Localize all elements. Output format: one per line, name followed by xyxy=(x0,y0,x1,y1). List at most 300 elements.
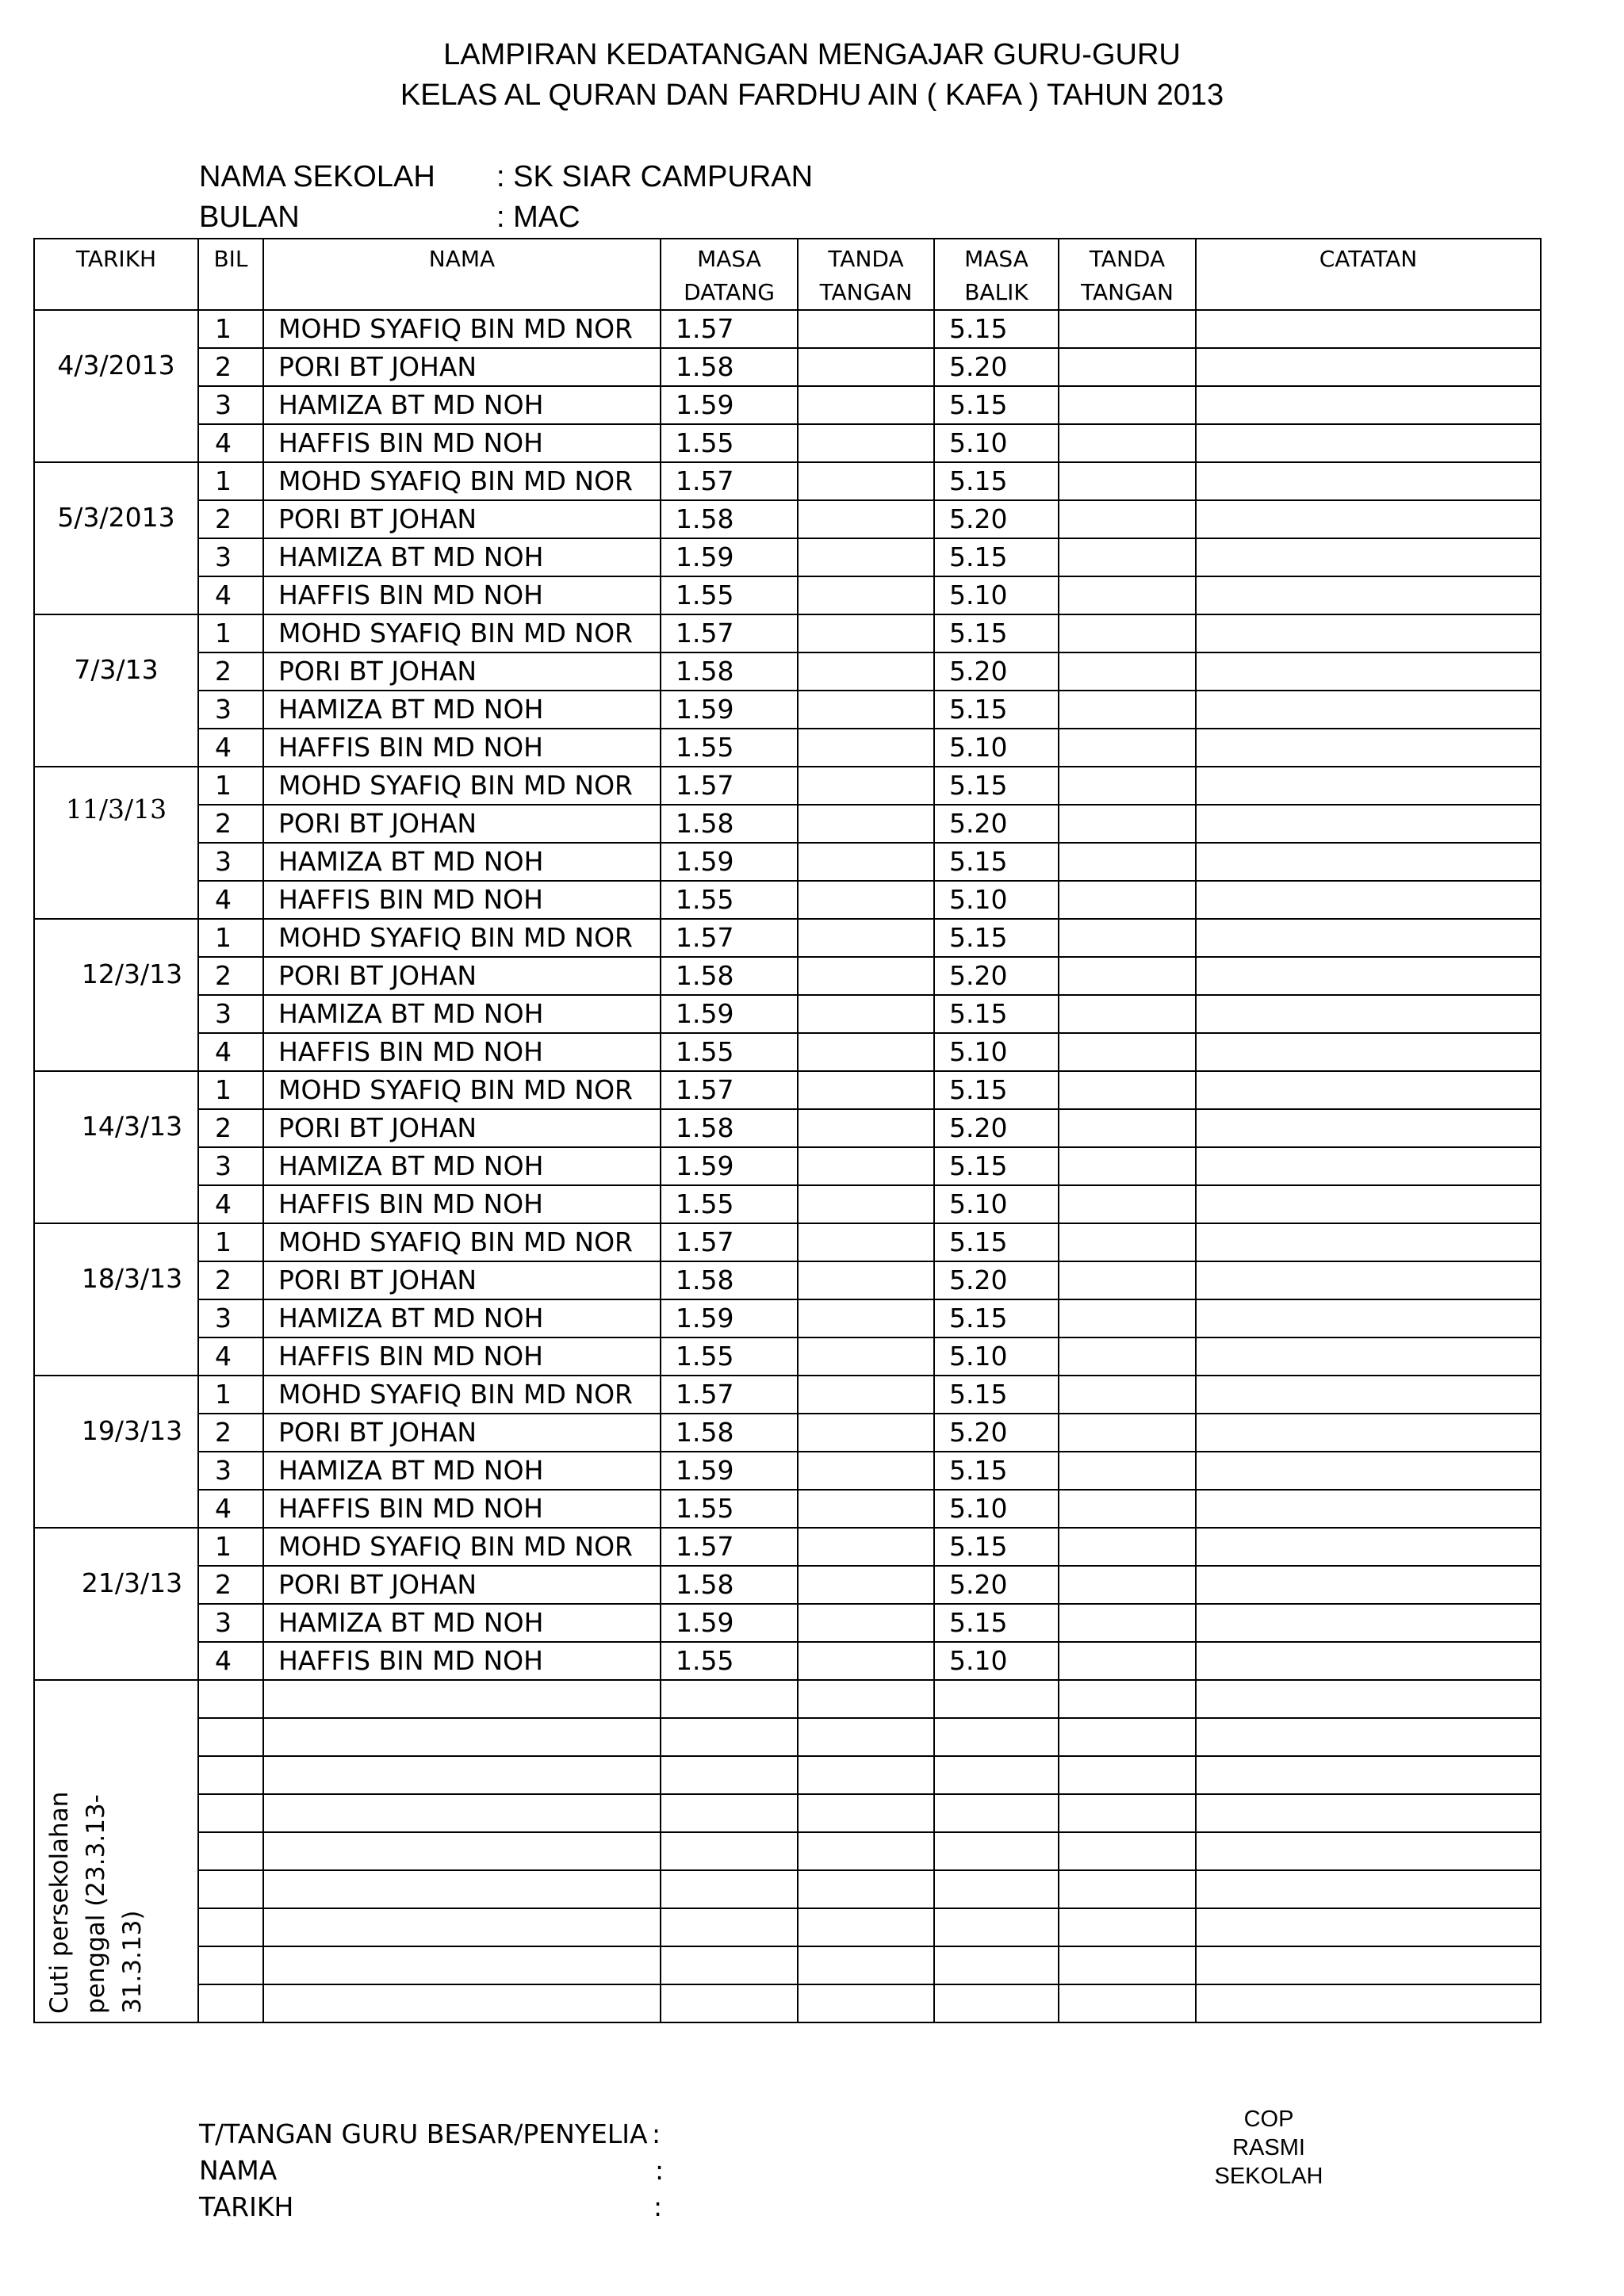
header-line: MASA xyxy=(697,246,761,272)
departure-time-cell: 5.15 xyxy=(934,1147,1059,1185)
name-cell: HAFFIS BIN MD NOH xyxy=(263,1033,661,1071)
table-row xyxy=(34,1414,1541,1452)
bil-cell: 4 xyxy=(198,1490,263,1528)
remarks-cell xyxy=(1196,348,1541,386)
departure-time-cell: 5.20 xyxy=(934,348,1059,386)
empty-cell xyxy=(661,1718,798,1756)
departure-time-cell: 5.20 xyxy=(934,500,1059,538)
departure-signature-cell xyxy=(1059,881,1196,919)
empty-cell xyxy=(198,1794,263,1832)
empty-cell xyxy=(1059,1870,1196,1908)
date-cell: 11/3/13 xyxy=(34,767,198,919)
arrival-time-cell: 1.58 xyxy=(661,1414,798,1452)
empty-cell xyxy=(798,1908,934,1946)
departure-signature-cell xyxy=(1059,1414,1196,1452)
name-colon: : xyxy=(655,2155,665,2186)
header-line: MASA xyxy=(964,246,1028,272)
departure-time-cell: 5.15 xyxy=(934,386,1059,424)
name-label: NAMA xyxy=(199,2155,278,2186)
remarks-cell xyxy=(1196,1071,1541,1109)
bil-cell: 1 xyxy=(198,919,263,957)
table-row xyxy=(34,538,1541,576)
arrival-signature-cell xyxy=(798,729,934,767)
departure-time-cell: 5.10 xyxy=(934,1033,1059,1071)
departure-signature-cell xyxy=(1059,500,1196,538)
bil-cell: 2 xyxy=(198,1414,263,1452)
empty-cell xyxy=(934,1794,1059,1832)
table-row xyxy=(34,1566,1541,1604)
header-line: TANGAN xyxy=(1081,279,1174,305)
departure-signature-cell xyxy=(1059,1337,1196,1376)
remarks-cell xyxy=(1196,1337,1541,1376)
table-row xyxy=(34,1299,1541,1337)
remarks-cell xyxy=(1196,1376,1541,1414)
name-cell: MOHD SYAFIQ BIN MD NOR xyxy=(263,1223,661,1261)
empty-cell xyxy=(1196,1718,1541,1756)
name-cell: PORI BT JOHAN xyxy=(263,500,661,538)
departure-signature-cell xyxy=(1059,1376,1196,1414)
col-header-tarikh: TARIKH xyxy=(34,239,198,310)
header-line: TANDA xyxy=(1089,246,1166,272)
empty-cell xyxy=(798,1832,934,1870)
table-row xyxy=(34,1109,1541,1147)
table-row xyxy=(34,1604,1541,1642)
departure-signature-cell xyxy=(1059,614,1196,652)
name-cell: HAMIZA BT MD NOH xyxy=(263,843,661,881)
table-row xyxy=(34,348,1541,386)
arrival-time-cell: 1.59 xyxy=(661,1452,798,1490)
empty-cell xyxy=(934,1756,1059,1794)
table-row xyxy=(34,310,1541,348)
bil-cell: 3 xyxy=(198,1147,263,1185)
name-cell: PORI BT JOHAN xyxy=(263,1414,661,1452)
arrival-time-cell: 1.57 xyxy=(661,462,798,500)
departure-signature-cell xyxy=(1059,462,1196,500)
remarks-cell xyxy=(1196,919,1541,957)
departure-time-cell: 5.15 xyxy=(934,919,1059,957)
attendance-table xyxy=(33,238,1542,2023)
departure-time-cell: 5.10 xyxy=(934,576,1059,614)
arrival-signature-cell xyxy=(798,1261,934,1299)
empty-row xyxy=(34,1718,1541,1756)
empty-cell xyxy=(1196,1870,1541,1908)
arrival-signature-cell xyxy=(798,1452,934,1490)
remarks-cell xyxy=(1196,310,1541,348)
arrival-signature-cell xyxy=(798,424,934,462)
empty-cell xyxy=(661,1680,798,1718)
name-cell: MOHD SYAFIQ BIN MD NOR xyxy=(263,614,661,652)
school-label: NAMA SEKOLAH xyxy=(199,160,435,193)
empty-cell xyxy=(661,1984,798,2022)
arrival-signature-cell xyxy=(798,1490,934,1528)
bil-cell: 1 xyxy=(198,1528,263,1566)
arrival-signature-cell xyxy=(798,1642,934,1680)
departure-signature-cell xyxy=(1059,957,1196,995)
table-row xyxy=(34,843,1541,881)
arrival-signature-cell xyxy=(798,386,934,424)
arrival-time-cell: 1.58 xyxy=(661,652,798,691)
departure-time-cell: 5.10 xyxy=(934,1337,1059,1376)
departure-signature-cell xyxy=(1059,1261,1196,1299)
empty-cell xyxy=(1196,1756,1541,1794)
arrival-time-cell: 1.58 xyxy=(661,500,798,538)
remarks-cell xyxy=(1196,538,1541,576)
departure-signature-cell xyxy=(1059,1299,1196,1337)
name-cell: HAFFIS BIN MD NOH xyxy=(263,424,661,462)
name-cell: HAFFIS BIN MD NOH xyxy=(263,729,661,767)
table-row xyxy=(34,1071,1541,1109)
empty-cell xyxy=(661,1794,798,1832)
bil-cell: 4 xyxy=(198,1642,263,1680)
signature-colon: : xyxy=(652,2118,661,2149)
departure-time-cell: 5.10 xyxy=(934,881,1059,919)
name-cell: HAMIZA BT MD NOH xyxy=(263,1452,661,1490)
arrival-signature-cell xyxy=(798,995,934,1033)
arrival-time-cell: 1.55 xyxy=(661,881,798,919)
remarks-cell xyxy=(1196,462,1541,500)
bil-cell: 4 xyxy=(198,424,263,462)
bil-cell: 3 xyxy=(198,1452,263,1490)
bil-cell: 3 xyxy=(198,995,263,1033)
bil-cell: 2 xyxy=(198,805,263,843)
bil-cell: 2 xyxy=(198,1261,263,1299)
bil-cell: 2 xyxy=(198,957,263,995)
name-cell: MOHD SYAFIQ BIN MD NOR xyxy=(263,1528,661,1566)
empty-cell xyxy=(198,1984,263,2022)
departure-signature-cell xyxy=(1059,652,1196,691)
arrival-time-cell: 1.58 xyxy=(661,1566,798,1604)
table-row xyxy=(34,729,1541,767)
arrival-signature-cell xyxy=(798,1337,934,1376)
name-cell: MOHD SYAFIQ BIN MD NOR xyxy=(263,1071,661,1109)
remarks-cell xyxy=(1196,767,1541,805)
table-row xyxy=(34,576,1541,614)
name-cell: HAFFIS BIN MD NOH xyxy=(263,1490,661,1528)
remarks-cell xyxy=(1196,1490,1541,1528)
arrival-time-cell: 1.59 xyxy=(661,1147,798,1185)
departure-signature-cell xyxy=(1059,1147,1196,1185)
header-line: TANGAN xyxy=(819,279,913,305)
departure-signature-cell xyxy=(1059,1185,1196,1223)
departure-time-cell: 5.15 xyxy=(934,1604,1059,1642)
stamp-line: SEKOLAH xyxy=(1214,2164,1323,2189)
remarks-cell xyxy=(1196,729,1541,767)
departure-signature-cell xyxy=(1059,1071,1196,1109)
name-cell: MOHD SYAFIQ BIN MD NOR xyxy=(263,767,661,805)
arrival-signature-cell xyxy=(798,310,934,348)
remarks-cell xyxy=(1196,1185,1541,1223)
departure-time-cell: 5.10 xyxy=(934,1185,1059,1223)
remarks-cell xyxy=(1196,1261,1541,1299)
bil-cell: 1 xyxy=(198,1376,263,1414)
departure-time-cell: 5.20 xyxy=(934,1566,1059,1604)
departure-time-cell: 5.10 xyxy=(934,729,1059,767)
departure-time-cell: 5.20 xyxy=(934,652,1059,691)
arrival-time-cell: 1.59 xyxy=(661,1604,798,1642)
arrival-signature-cell xyxy=(798,1147,934,1185)
bil-cell: 3 xyxy=(198,691,263,729)
empty-cell xyxy=(798,1984,934,2022)
arrival-time-cell: 1.57 xyxy=(661,1528,798,1566)
col-header-catatan: CATATAN xyxy=(1196,239,1541,310)
arrival-signature-cell xyxy=(798,691,934,729)
table-row xyxy=(34,1185,1541,1223)
arrival-time-cell: 1.55 xyxy=(661,1185,798,1223)
empty-cell xyxy=(198,1680,263,1718)
arrival-time-cell: 1.57 xyxy=(661,1071,798,1109)
departure-signature-cell xyxy=(1059,919,1196,957)
name-cell: HAFFIS BIN MD NOH xyxy=(263,1185,661,1223)
bil-cell: 2 xyxy=(198,652,263,691)
empty-cell xyxy=(798,1794,934,1832)
departure-signature-cell xyxy=(1059,1109,1196,1147)
bil-cell: 4 xyxy=(198,729,263,767)
departure-signature-cell xyxy=(1059,691,1196,729)
bil-cell: 1 xyxy=(198,1223,263,1261)
date-cell: 5/3/2013 xyxy=(34,462,198,614)
date-colon: : xyxy=(653,2191,663,2222)
table-row xyxy=(34,1642,1541,1680)
departure-time-cell: 5.20 xyxy=(934,1109,1059,1147)
name-cell: MOHD SYAFIQ BIN MD NOR xyxy=(263,1376,661,1414)
date-cell: 19/3/13 xyxy=(34,1376,198,1528)
departure-time-cell: 5.15 xyxy=(934,995,1059,1033)
name-cell: PORI BT JOHAN xyxy=(263,805,661,843)
remarks-cell xyxy=(1196,1528,1541,1566)
remarks-cell xyxy=(1196,805,1541,843)
empty-row xyxy=(34,1680,1541,1718)
empty-cell xyxy=(263,1718,661,1756)
col-header-tanda-tangan-balik xyxy=(1059,239,1196,310)
arrival-time-cell: 1.59 xyxy=(661,1299,798,1337)
empty-row xyxy=(34,1832,1541,1870)
empty-cell xyxy=(1196,1946,1541,1984)
table-row xyxy=(34,424,1541,462)
arrival-time-cell: 1.59 xyxy=(661,691,798,729)
name-cell: HAFFIS BIN MD NOH xyxy=(263,1337,661,1376)
arrival-signature-cell xyxy=(798,1223,934,1261)
bil-cell: 2 xyxy=(198,348,263,386)
arrival-time-cell: 1.59 xyxy=(661,538,798,576)
header-line: BALIK xyxy=(964,279,1028,305)
empty-cell xyxy=(934,1718,1059,1756)
departure-signature-cell xyxy=(1059,767,1196,805)
bil-cell: 2 xyxy=(198,500,263,538)
empty-cell xyxy=(198,1908,263,1946)
bil-cell: 4 xyxy=(198,1337,263,1376)
table-row xyxy=(34,1147,1541,1185)
table-row xyxy=(34,1376,1541,1414)
empty-cell xyxy=(1059,1756,1196,1794)
departure-signature-cell xyxy=(1059,424,1196,462)
departure-time-cell: 5.10 xyxy=(934,424,1059,462)
arrival-time-cell: 1.57 xyxy=(661,614,798,652)
name-cell: HAMIZA BT MD NOH xyxy=(263,538,661,576)
arrival-signature-cell xyxy=(798,919,934,957)
departure-signature-cell xyxy=(1059,843,1196,881)
departure-time-cell: 5.20 xyxy=(934,805,1059,843)
empty-cell xyxy=(1059,1908,1196,1946)
arrival-time-cell: 1.55 xyxy=(661,729,798,767)
arrival-signature-cell xyxy=(798,1299,934,1337)
departure-time-cell: 5.15 xyxy=(934,538,1059,576)
departure-time-cell: 5.15 xyxy=(934,614,1059,652)
arrival-signature-cell xyxy=(798,1109,934,1147)
col-header-nama: NAMA xyxy=(263,239,661,310)
month-label: BULAN xyxy=(199,201,300,234)
departure-time-cell: 5.15 xyxy=(934,767,1059,805)
name-cell: HAFFIS BIN MD NOH xyxy=(263,576,661,614)
arrival-signature-cell xyxy=(798,1071,934,1109)
empty-cell xyxy=(661,1756,798,1794)
table-row xyxy=(34,386,1541,424)
name-cell: HAMIZA BT MD NOH xyxy=(263,1147,661,1185)
stamp-line: COP xyxy=(1243,2107,1294,2132)
empty-row xyxy=(34,1946,1541,1984)
arrival-signature-cell xyxy=(798,767,934,805)
empty-cell xyxy=(263,1946,661,1984)
departure-signature-cell xyxy=(1059,1566,1196,1604)
arrival-signature-cell xyxy=(798,1185,934,1223)
arrival-time-cell: 1.57 xyxy=(661,310,798,348)
stamp-line: RASMI xyxy=(1232,2135,1305,2160)
arrival-signature-cell xyxy=(798,805,934,843)
table-row xyxy=(34,462,1541,500)
name-cell: MOHD SYAFIQ BIN MD NOR xyxy=(263,919,661,957)
date-cell: 18/3/13 xyxy=(34,1223,198,1376)
arrival-signature-cell xyxy=(798,462,934,500)
departure-signature-cell xyxy=(1059,1452,1196,1490)
departure-time-cell: 5.15 xyxy=(934,1299,1059,1337)
bil-cell: 4 xyxy=(198,881,263,919)
table-row xyxy=(34,500,1541,538)
table-row xyxy=(34,995,1541,1033)
departure-time-cell: 5.20 xyxy=(934,1414,1059,1452)
departure-time-cell: 5.15 xyxy=(934,691,1059,729)
empty-cell xyxy=(263,1984,661,2022)
arrival-time-cell: 1.58 xyxy=(661,957,798,995)
document-title: LAMPIRAN KEDATANGAN MENGAJAR GURU-GURU xyxy=(443,38,1181,71)
table-row xyxy=(34,1452,1541,1490)
empty-cell xyxy=(934,1832,1059,1870)
empty-cell xyxy=(661,1946,798,1984)
departure-signature-cell xyxy=(1059,1223,1196,1261)
name-cell: HAMIZA BT MD NOH xyxy=(263,1604,661,1642)
name-cell: HAMIZA BT MD NOH xyxy=(263,1299,661,1337)
remarks-cell xyxy=(1196,500,1541,538)
arrival-time-cell: 1.59 xyxy=(661,995,798,1033)
empty-row xyxy=(34,1908,1541,1946)
empty-cell xyxy=(1059,1946,1196,1984)
name-cell: PORI BT JOHAN xyxy=(263,1566,661,1604)
date-cell: 14/3/13 xyxy=(34,1071,198,1223)
departure-time-cell: 5.10 xyxy=(934,1642,1059,1680)
name-cell: PORI BT JOHAN xyxy=(263,348,661,386)
empty-cell xyxy=(934,1680,1059,1718)
holiday-note-wrapper xyxy=(41,1776,147,2014)
remarks-cell xyxy=(1196,1452,1541,1490)
remarks-cell xyxy=(1196,1642,1541,1680)
name-cell: HAFFIS BIN MD NOH xyxy=(263,1642,661,1680)
remarks-cell xyxy=(1196,1299,1541,1337)
remarks-cell xyxy=(1196,652,1541,691)
empty-cell xyxy=(198,1832,263,1870)
table-row xyxy=(34,1490,1541,1528)
empty-cell xyxy=(198,1946,263,1984)
empty-cell xyxy=(934,1946,1059,1984)
departure-signature-cell xyxy=(1059,1604,1196,1642)
name-cell: PORI BT JOHAN xyxy=(263,1109,661,1147)
departure-time-cell: 5.15 xyxy=(934,1528,1059,1566)
empty-cell xyxy=(198,1718,263,1756)
bil-cell: 3 xyxy=(198,386,263,424)
arrival-signature-cell xyxy=(798,1033,934,1071)
bil-cell: 4 xyxy=(198,1033,263,1071)
empty-cell xyxy=(798,1756,934,1794)
arrival-time-cell: 1.55 xyxy=(661,1642,798,1680)
departure-time-cell: 5.20 xyxy=(934,1261,1059,1299)
arrival-time-cell: 1.58 xyxy=(661,805,798,843)
departure-signature-cell xyxy=(1059,348,1196,386)
arrival-time-cell: 1.59 xyxy=(661,843,798,881)
empty-cell xyxy=(1059,1680,1196,1718)
remarks-cell xyxy=(1196,614,1541,652)
arrival-time-cell: 1.57 xyxy=(661,1376,798,1414)
bil-cell: 3 xyxy=(198,538,263,576)
col-header-masa-datang xyxy=(661,239,798,310)
remarks-cell xyxy=(1196,843,1541,881)
remarks-cell xyxy=(1196,995,1541,1033)
arrival-time-cell: 1.58 xyxy=(661,348,798,386)
empty-cell xyxy=(263,1794,661,1832)
empty-cell xyxy=(798,1680,934,1718)
remarks-cell xyxy=(1196,691,1541,729)
name-cell: PORI BT JOHAN xyxy=(263,1261,661,1299)
empty-cell xyxy=(263,1680,661,1718)
table-row xyxy=(34,1337,1541,1376)
arrival-time-cell: 1.55 xyxy=(661,576,798,614)
arrival-time-cell: 1.58 xyxy=(661,1261,798,1299)
name-cell: HAMIZA BT MD NOH xyxy=(263,995,661,1033)
empty-cell xyxy=(263,1756,661,1794)
arrival-signature-cell xyxy=(798,881,934,919)
name-cell: HAFFIS BIN MD NOH xyxy=(263,881,661,919)
date-cell: 12/3/13 xyxy=(34,919,198,1071)
bil-cell: 2 xyxy=(198,1566,263,1604)
table-row xyxy=(34,957,1541,995)
empty-cell xyxy=(263,1832,661,1870)
remarks-cell xyxy=(1196,1147,1541,1185)
arrival-signature-cell xyxy=(798,348,934,386)
arrival-signature-cell xyxy=(798,576,934,614)
empty-cell xyxy=(661,1870,798,1908)
table-row xyxy=(34,652,1541,691)
empty-cell xyxy=(661,1908,798,1946)
empty-cell xyxy=(934,1870,1059,1908)
table-row xyxy=(34,1261,1541,1299)
bil-cell: 3 xyxy=(198,1299,263,1337)
arrival-time-cell: 1.55 xyxy=(661,1337,798,1376)
empty-row xyxy=(34,1870,1541,1908)
table-header-row xyxy=(34,239,1541,310)
header-line: DATANG xyxy=(684,279,775,305)
departure-signature-cell xyxy=(1059,538,1196,576)
departure-signature-cell xyxy=(1059,1490,1196,1528)
arrival-signature-cell xyxy=(798,1604,934,1642)
bil-cell: 1 xyxy=(198,1071,263,1109)
empty-row xyxy=(34,1984,1541,2022)
remarks-cell xyxy=(1196,881,1541,919)
